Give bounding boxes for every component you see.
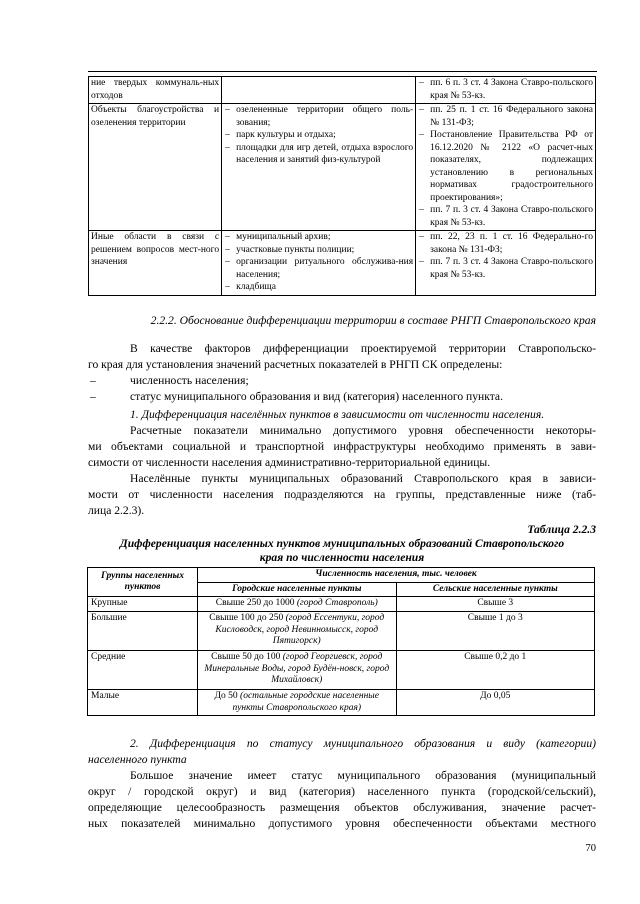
objects-cell xyxy=(222,77,416,104)
urban-range: Свыше 250 до 1000 xyxy=(215,598,295,608)
sources-cell xyxy=(416,231,596,296)
area-cell: Иные области в связи с решением вопросов мест-ного значения xyxy=(89,231,222,296)
sources-cell xyxy=(416,104,596,231)
urban-cell xyxy=(198,597,397,612)
rural-cell: Свыше 3 xyxy=(396,597,595,612)
source-item: – пп. 25 п. 1 ст. 16 Федерального закона № 131-ФЗ; xyxy=(418,104,593,129)
top-rule xyxy=(88,71,597,72)
paragraph-line: определяющие целесообразность размещения объектов обслуживания, значение расчет- xyxy=(88,801,596,814)
urban-range: До 50 xyxy=(214,691,238,701)
urban-cell xyxy=(198,612,397,651)
object-item: – кладбища xyxy=(224,281,413,294)
paragraph-line: ных показателей минимально допустимого уровня обеспеченности объектами местного xyxy=(88,817,596,830)
factor-text: численность населения; xyxy=(130,374,249,387)
rural-cell: Свыше 0,2 до 1 xyxy=(396,651,595,690)
table-row xyxy=(88,690,595,716)
section-heading: 2.2.2. Обоснование дифференциации территории в составе РНГП Ставропольского края xyxy=(150,314,596,327)
paragraph-line: В качестве факторов дифференциации проектируемой территории Ставропольско- xyxy=(130,342,596,355)
objects-table xyxy=(88,76,596,296)
source-item: – пп. 6 п. 3 ст. 4 Закона Ставро-польского края № 53-кз. xyxy=(418,77,593,102)
rural-header: Сельские населенные пункты xyxy=(396,582,595,597)
urban-cities: (остальные городские населенные пункты Ставропольского края) xyxy=(232,691,379,713)
object-item: – озелененные территории общего поль-зования; xyxy=(224,104,413,129)
table-title: края по численности населения xyxy=(259,551,425,564)
urban-cities: (город Ессентуки, город Кисловодск, город Невинномысск, город Пятигорск) xyxy=(215,613,385,646)
rural-cell: До 0,05 xyxy=(396,690,595,716)
paragraph-line: мости от численности населения подразделяются на группы, представленные ниже (таб- xyxy=(88,488,596,501)
urban-cell xyxy=(198,690,397,716)
urban-range: Свыше 50 до 100 xyxy=(211,652,281,662)
object-item: – участковые пункты полиции; xyxy=(224,244,413,257)
group-cell: Большие xyxy=(88,612,198,651)
object-item: – муниципальный архив; xyxy=(224,231,413,244)
paragraph-line: симости от численности населения административно-территориальной единицы. xyxy=(88,456,491,469)
objects-cell xyxy=(222,104,416,231)
table-row xyxy=(89,231,596,296)
urban-cell xyxy=(198,651,397,690)
table-row xyxy=(89,77,596,104)
area-cell: ние твердых коммуналь-ных отходов xyxy=(89,77,222,104)
source-item: – пп. 22, 23 п. 1 ст. 16 Федерально-го закона № 131-ФЗ; xyxy=(418,231,593,256)
source-item: – пп. 7 п. 3 ст. 4 Закона Ставро-польского края № 53-кз. xyxy=(418,204,593,229)
factor-item xyxy=(90,389,503,404)
paragraph-line: Расчетные показатели минимально допустимого уровня обеспеченности некоторы- xyxy=(130,424,596,437)
dash-icon: – xyxy=(90,374,96,387)
urban-range: Свыше 100 до 250 xyxy=(209,613,284,623)
table-label: Таблица 2.2.3 xyxy=(527,523,596,536)
table-row xyxy=(88,597,595,612)
group-cell: Средние xyxy=(88,651,198,690)
factor-item xyxy=(90,373,249,388)
urban-cities: (город Ставрополь) xyxy=(296,598,378,608)
table-row xyxy=(88,651,595,690)
subsection-heading: населенного пункта xyxy=(88,753,187,766)
paragraph-line: лица 2.2.3). xyxy=(88,504,145,517)
source-item: – пп. 7 п. 3 ст. 4 Закона Ставро-польского края № 53-кз. xyxy=(418,256,593,281)
urban-header: Городские населенные пункты xyxy=(198,582,397,597)
factor-text: статус муниципального образования и вид (категория) населенного пункта. xyxy=(130,390,503,403)
table-row xyxy=(88,612,595,651)
paragraph-line: округ / городской округ) и вид (категория) населенного пункта (городской/сельский), xyxy=(88,785,596,798)
urban-cities: (город Георгиевск, город Минеральные Воды, город Будён-новск, город Михайловск) xyxy=(204,652,390,685)
object-item: – парк культуры и отдыха; xyxy=(224,129,413,142)
area-cell: Объекты благоустройства и озеленения территории xyxy=(89,104,222,231)
groups-header: Группы населенных пунктов xyxy=(88,568,198,597)
dash-icon: – xyxy=(90,390,96,403)
subsection-heading: 1. Дифференциация населённых пунктов в зависимости от численности населения. xyxy=(130,408,545,421)
object-item: – организации ритуального обслужива-ния населения; xyxy=(224,256,413,281)
paragraph-line: ми объектами социальной и транспортной инфраструктуры необходимо применять в зави- xyxy=(88,440,596,453)
table-header-row xyxy=(88,568,595,583)
object-item: – площадки для игр детей, отдыха взрослого населения и занятий физ-культурой xyxy=(224,142,413,167)
group-cell: Малые xyxy=(88,690,198,716)
paragraph-line: го края для установления значений расчетных показателей в РНГП СК определены: xyxy=(88,358,503,371)
objects-cell xyxy=(222,231,416,296)
source-item: – Постановление Правительства РФ от 16.12.2020 № 2122 «О расчет-ных показателях, подлежащих установлению в региональных нормативах градостроительного проектирования»; xyxy=(418,129,593,204)
group-cell: Крупные xyxy=(88,597,198,612)
page-number: 70 xyxy=(585,843,596,854)
rural-cell: Свыше 1 до 3 xyxy=(396,612,595,651)
table-title: Дифференциация населенных пунктов муниципальных образований Ставропольского xyxy=(119,537,565,550)
population-table xyxy=(87,567,595,716)
sources-cell xyxy=(416,77,596,104)
paragraph-line: Населённые пункты муниципальных образований Ставропольского края в зависи- xyxy=(130,472,596,485)
population-header: Численность населения, тыс. человек xyxy=(198,568,595,583)
subsection-heading: 2. Дифференциация по статусу муниципального образования и виду (категории) xyxy=(130,737,596,750)
table-row xyxy=(89,104,596,231)
paragraph-line: Большое значение имеет статус муниципального образования (муниципальный xyxy=(130,769,596,782)
